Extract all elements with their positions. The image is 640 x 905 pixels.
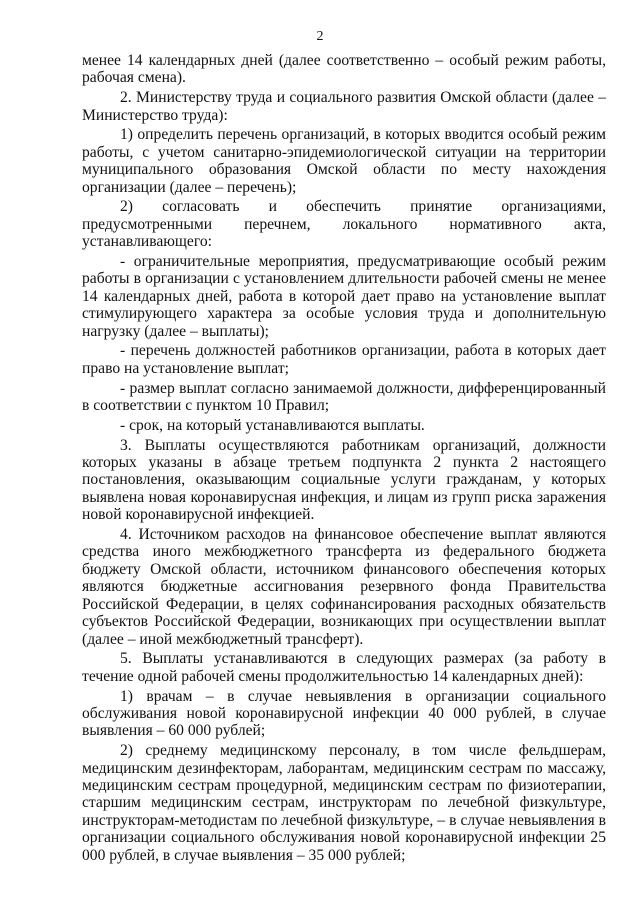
- paragraph: 3. Выплаты осуществляются работникам организаций, должности которых указаны в абзаце третьем подпункта 2 пункта 2 настоящего постановления, оказывающим социальные услуги гражданам, у которых выявлена новая коронавирусная инфекция, и лицам из групп риска заражения новой коронавирусной инфекцией.: [82, 436, 606, 524]
- page-number: 2: [316, 29, 324, 44]
- paragraph: 2) среднему медицинскому персоналу, в том числе фельдшерам, медицинским дезинфекторам, лаборантам, медицинским сестрам по массажу, медицинским сестрам процедурной, медицинским сестрам по физиотерапии, старшим медицинским сестрам, инструкторам по лечебной физкультуре, инструкторам-методистам по лечебной физкультуре, – в случае невыявления в организации социального обслуживания новой коронавирусной инфекции 25 000 рублей, в случае выявления – 35 000 рублей;: [82, 742, 606, 864]
- paragraph: 2) согласовать и обеспечить принятие организациями, предусмотренными перечнем, локального нормативного акта, устанавливающего:: [82, 198, 606, 251]
- paragraph: менее 14 календарных дней (далее соответственно – особый режим работы, рабочая смена).: [82, 52, 606, 87]
- paragraph: - ограничительные мероприятия, предусматривающие особый режим работы в организации с установлением длительности рабочей смены не менее 14 календарных дней, работа в которой дает право на установление выплат стимулирующего характера за особые условия труда и дополнительную нагрузку (далее – выплаты);: [82, 253, 606, 340]
- paragraph: - срок, на который устанавливаются выплаты.: [120, 416, 425, 434]
- paragraph: 4. Источником расходов на финансовое обеспечение выплат являются средства иного межбюджетного трансферта из федерального бюджета бюджету Омской области, источником финансового обеспечения которых являются бюджетные ассигнования резервного фонда Правительства Российской Федерации, в целях софинансирования расходных обязательств субъектов Российской Федерации, возникающих при осуществлении выплат (далее – иной межбюджетный трансферт).: [82, 526, 606, 648]
- document-body: [82, 52, 606, 866]
- paragraph: 1) врачам – в случае невыявления в организации социального обслуживания новой коронавирусной инфекции 40 000 рублей, в случае выявления – 60 000 рублей;: [82, 687, 606, 740]
- paragraph: 1) определить перечень организаций, в которых вводится особый режим работы, с учетом санитарно-эпидемиологической ситуации на территории муниципального образования Омской области по месту нахождения организации (далее – перечень);: [82, 126, 606, 196]
- paragraph: 2. Министерству труда и социального развития Омской области (далее – Министерство труда):: [82, 89, 606, 124]
- paragraph: - перечень должностей работников организации, работа в которых дает право на установление выплат;: [82, 342, 606, 377]
- paragraph: - размер выплат согласно занимаемой должности, дифференцированный в соответствии с пунктом 10 Правил;: [82, 379, 606, 415]
- paragraph: 5. Выплаты устанавливаются в следующих размерах (за работу в течение одной рабочей смены продолжительностью 14 календарных дней):: [82, 650, 606, 685]
